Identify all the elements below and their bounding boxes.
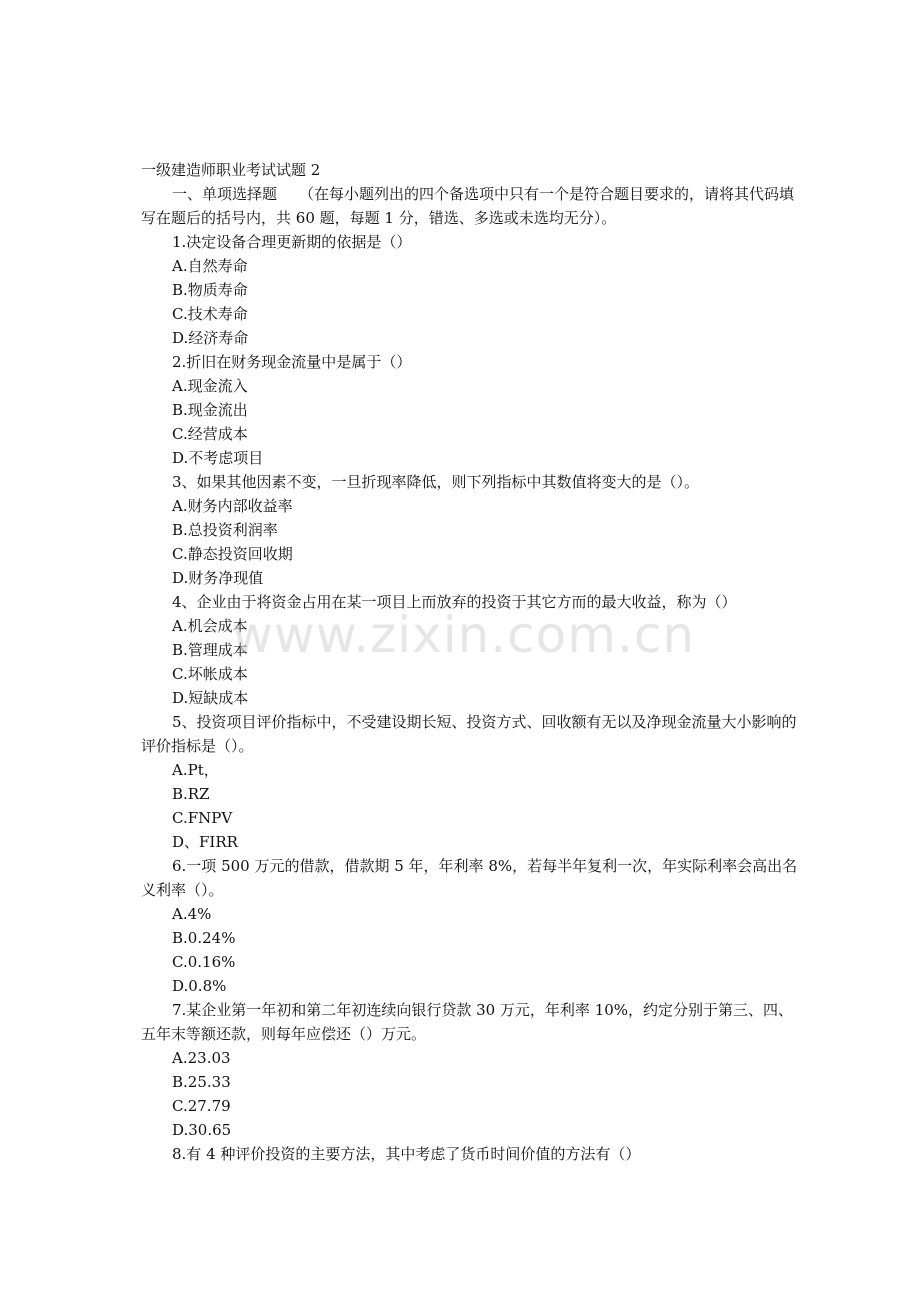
q5	[141, 710, 801, 854]
option-c: C.27.79	[172, 1097, 231, 1115]
option-b: B.0.24%	[172, 929, 236, 947]
question-stem: 7.某企业第一年初和第二年初连续向银行贷款 30 万元，年利率 10%，约定分别于第三、四、五年末等额还款，则每年应偿还（）万元。	[141, 1001, 794, 1043]
q2	[141, 350, 801, 470]
option-b: B.现金流出	[172, 401, 248, 419]
document-page	[141, 158, 801, 1166]
option-a: A.机会成本	[172, 617, 248, 635]
q8	[141, 1142, 801, 1166]
q3	[141, 470, 801, 590]
option-a: A.现金流入	[172, 377, 248, 395]
q1	[141, 230, 801, 350]
option-c: C.技术寿命	[172, 305, 248, 323]
option-d: D.0.8%	[172, 977, 227, 995]
question-stem: 3、如果其他因素不变，一旦折现率降低，则下列指标中其数值将变大的是（）。	[172, 473, 700, 491]
option-b: B.RZ	[172, 785, 210, 803]
option-a: A.财务内部收益率	[172, 497, 293, 515]
option-c: C.经营成本	[172, 425, 248, 443]
option-a: A.自然寿命	[172, 257, 248, 275]
option-b: B.总投资利润率	[172, 521, 278, 539]
option-d: D.短缺成本	[172, 689, 249, 707]
question-stem: 6.一项 500 万元的借款，借款期 5 年，年利率 8%，若每半年复利一次，年实际利率会高出名义利率（）。	[141, 857, 798, 899]
option-b: B.物质寿命	[172, 281, 248, 299]
section-note: （在每小题列出的四个备选项中只有一个是符合题目要求的，请将其代码填写在题后的括号内，共 60 题，每题 1 分，错选、多选或未选均无分）。	[141, 185, 795, 227]
option-d: D.经济寿命	[172, 329, 249, 347]
option-a: A.23.03	[172, 1049, 231, 1067]
option-a: A.Pt，	[172, 761, 219, 779]
option-d: D.不考虑项目	[172, 449, 264, 467]
document-title: 一级建造师职业考试试题 2	[141, 161, 321, 179]
question-stem: 2.折旧在财务现金流量中是属于（）	[172, 353, 412, 371]
option-c: C.坏帐成本	[172, 665, 248, 683]
question-stem: 4、企业由于将资金占用在某一项目上而放弃的投资于其它方而的最大收益，称为（）	[172, 593, 737, 611]
section-intro	[141, 182, 801, 230]
section-header: 一、单项选择题	[172, 185, 278, 203]
question-stem: 8.有 4 种评价投资的主要方法，其中考虑了货币时间价值的方法有（）	[172, 1145, 641, 1163]
question-stem: 1.决定设备合理更新期的依据是（）	[172, 233, 412, 251]
option-a: A.4%	[172, 905, 212, 923]
option-c: C.0.16%	[172, 953, 236, 971]
q6	[141, 854, 801, 998]
question-stem: 5、投资项目评价指标中，不受建设期长短、投资方式、回收额有无以及净现金流量大小影响的评价指标是（）。	[141, 713, 797, 755]
watermark: www.zixin.com.cn	[232, 606, 696, 664]
option-b: B.25.33	[172, 1073, 231, 1091]
option-d: D.财务净现值	[172, 569, 264, 587]
option-c: C.静态投资回收期	[172, 545, 293, 563]
option-d: D、FIRR	[172, 833, 238, 851]
q4	[141, 590, 801, 710]
option-d: D.30.65	[172, 1121, 232, 1139]
option-b: B.管理成本	[172, 641, 248, 659]
q7	[141, 998, 801, 1142]
option-c: C.FNPV	[172, 809, 233, 827]
